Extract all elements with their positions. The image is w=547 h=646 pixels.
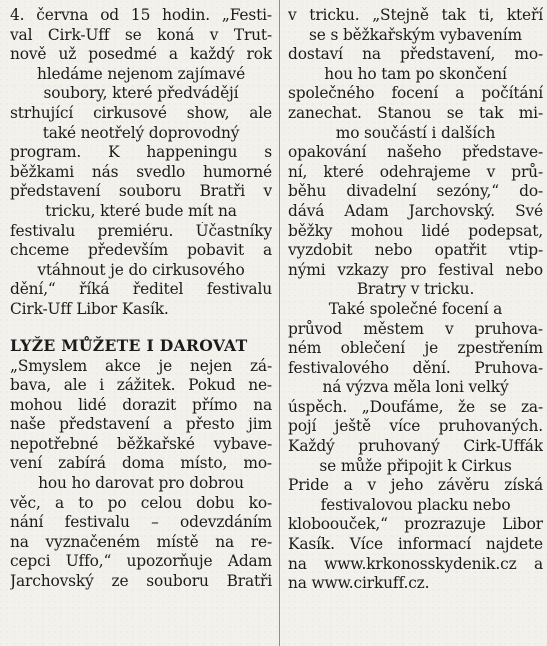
text-line: věc, a to po celou dobu ko-	[10, 493, 272, 512]
text-line: ná výzva měla loni velký	[322, 378, 509, 397]
right-column	[288, 6, 543, 594]
text-line: pojí ještě více pruhovaných.	[288, 417, 543, 436]
text-line: hledáme nejenom zajímavé	[36, 64, 246, 83]
text-line: ní, které odehrajeme v prů-	[288, 162, 543, 181]
text-line: na vyznačeném místě na re-	[10, 532, 272, 551]
text-line: cepci Uffo,“ upozorňuje Adam	[10, 552, 272, 571]
text-line: také neotřelý doprovodný	[42, 123, 240, 142]
text-line: mohou lidé dorazit přímo na	[10, 395, 272, 414]
text-line: běžky mohou lidé podepsat,	[288, 221, 543, 240]
text-line: strhující cirkusové show, ale	[10, 103, 272, 122]
text-line: Také společné focení a	[328, 299, 503, 318]
text-line: v tricku. „Stejně tak ti, kteří	[288, 6, 543, 24]
text-line: Cirk-Uff Libor Kasík.	[10, 299, 169, 318]
text-line: na www.cirkuff.cz.	[288, 574, 430, 593]
text-line: Každý pruhovaný Cirk-Uffák	[288, 437, 543, 456]
text-line: „Smyslem akce je nejen zá-	[10, 356, 272, 375]
text-line: bava, ale i zážitek. Pokud ne-	[10, 376, 272, 395]
text-line: ném oblečení je zpestřením	[288, 339, 543, 358]
text-line: zanechat. Stanou se tak mi-	[288, 103, 543, 122]
text-line: mo součástí i dalších	[335, 123, 496, 142]
left-column	[10, 6, 272, 592]
paragraph-left-2	[10, 357, 272, 592]
column-divider	[279, 0, 280, 646]
text-line: soubory, které předvádějí	[43, 84, 239, 103]
text-line: běžkami nás svedlo humorné	[10, 162, 272, 181]
text-line: nepotřebné běžkařské vybave-	[10, 434, 272, 453]
text-line: festivalovou placku nebo	[320, 495, 511, 514]
text-line: dává Adam Jarchovský. Své	[288, 201, 543, 220]
text-line: na www.krkonosskydenik.cz a	[288, 554, 543, 573]
text-line: nání festivalu – odevzdáním	[10, 513, 272, 532]
text-line: běhu divadelní sezóny,“ do-	[288, 182, 543, 201]
paragraph-right-1	[288, 6, 543, 300]
text-line: Kasík. Více informací najdete	[288, 535, 543, 554]
text-line: představení souboru Bratři v	[10, 182, 272, 201]
text-line: opakování našeho představe-	[288, 143, 543, 162]
paragraph-right-2	[288, 300, 543, 594]
text-line: hou ho tam po skončení	[324, 64, 507, 83]
text-line: vení zabírá doma místo, mo-	[10, 454, 272, 473]
paragraph-left-1	[10, 6, 272, 320]
text-line: se s běžkařským vybavením	[309, 25, 522, 44]
text-line: Jarchovský ze souboru Bratři	[10, 572, 272, 591]
text-line: hou ho darovat pro dobrou	[38, 474, 244, 493]
text-line: se může připojit k Cirkus	[319, 456, 512, 475]
text-line: naše představení a přesto jim	[10, 415, 272, 434]
text-line: vyzdobit nebo opatřit vtip-	[288, 241, 543, 260]
text-line: dění,“ říká ředitel festivalu	[10, 280, 272, 299]
text-line: tricku, které bude mít na	[45, 201, 237, 220]
text-line: kloboouček,“ prozrazuje Libor	[288, 515, 543, 534]
text-line: 4. června od 15 hodin. „Festi-	[10, 6, 272, 24]
text-line: festivalu premiéru. Účastníky	[10, 221, 272, 240]
text-line: vtáhnout je do cirkusového	[37, 260, 245, 279]
text-line: chceme především pobavit a	[10, 241, 272, 260]
text-line: Bratry v tricku.	[356, 280, 475, 299]
section-heading: LYŽE MŮŽETE I DAROVAT	[10, 335, 248, 355]
text-line: festivalového dění. Pruhova-	[288, 358, 543, 377]
text-line: úspěch. „Doufáme, že se za-	[288, 397, 543, 416]
text-line: nově už posedmé a každý rok	[10, 45, 272, 64]
text-line: Pride a v jeho závěru získá	[288, 476, 543, 495]
text-line: nými vzkazy pro festival nebo	[288, 260, 543, 279]
text-line: průvod městem v pruhova-	[288, 319, 543, 338]
text-line: val Cirk-Uff se koná v Trut-	[10, 25, 272, 44]
text-line: dostaví na představení, mo-	[288, 45, 543, 64]
text-line: program. K happeningu s	[10, 143, 272, 162]
text-line: společného focení a počítání	[288, 84, 543, 103]
